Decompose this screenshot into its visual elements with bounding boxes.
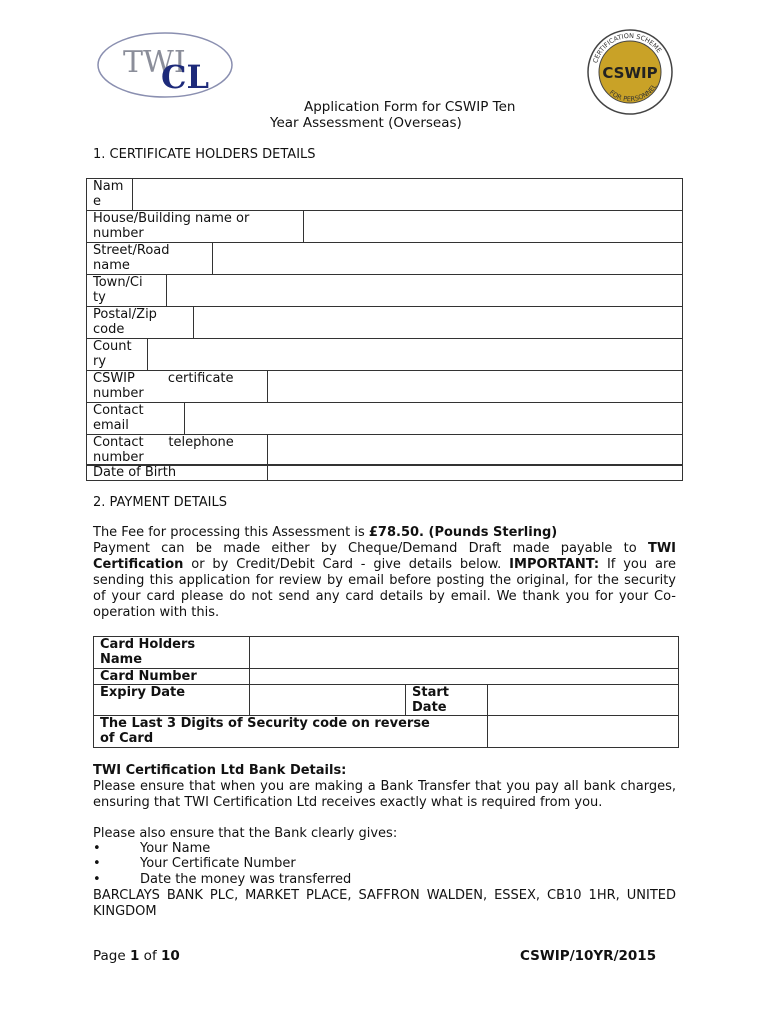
bullet-item: • Your Name bbox=[93, 841, 211, 856]
field-postal[interactable] bbox=[194, 307, 683, 339]
label-country: Count ry bbox=[87, 339, 148, 371]
holder-details-table-row4 bbox=[86, 274, 683, 307]
card-details-table bbox=[93, 636, 679, 748]
seal-ring-bottom-text: FOR PERSONNEL bbox=[607, 82, 659, 104]
field-security-code[interactable] bbox=[488, 716, 679, 748]
field-town[interactable] bbox=[167, 275, 683, 307]
seal-ring-top-text: CERTIFICATION SCHEME bbox=[591, 31, 664, 65]
label-postal: Postal/Zip code bbox=[87, 307, 194, 339]
holder-details-table-row3 bbox=[86, 242, 683, 275]
label-security-code: The Last 3 Digits of Security code on reverse of Card bbox=[94, 716, 488, 748]
field-dob[interactable] bbox=[268, 465, 683, 481]
field-country[interactable] bbox=[148, 339, 683, 371]
holder-details-table-row9 bbox=[86, 434, 683, 466]
holder-details-table-row7 bbox=[86, 370, 683, 403]
holder-details-table-row6 bbox=[86, 338, 683, 371]
field-start-date[interactable] bbox=[488, 685, 679, 716]
holder-details-table-row8 bbox=[86, 402, 683, 435]
field-card-number[interactable] bbox=[250, 669, 679, 685]
label-card-number: Card Number bbox=[94, 669, 250, 685]
holder-details-table-row5 bbox=[86, 306, 683, 339]
label-card-holder: Card Holders Name bbox=[94, 637, 250, 669]
bank-paragraph-2: Please also ensure that the Bank clearly gives: bbox=[93, 826, 398, 841]
field-house[interactable] bbox=[304, 211, 683, 243]
field-telephone[interactable] bbox=[268, 435, 683, 466]
title-line-1: Application Form for CSWIP Ten bbox=[304, 99, 516, 115]
field-expiry[interactable] bbox=[250, 685, 406, 716]
fee-text: The Fee for processing this Assessment is £78.50. (Pounds Sterling) bbox=[93, 525, 558, 540]
label-street: Street/Road name bbox=[87, 243, 213, 275]
cswip-seal bbox=[586, 28, 674, 116]
label-cswip-number: CSWIP certificate number bbox=[87, 371, 268, 403]
title-line-2: Year Assessment (Overseas) bbox=[270, 115, 462, 131]
label-house: House/Building name or number bbox=[87, 211, 304, 243]
label-name: Nam e bbox=[87, 179, 133, 211]
label-start-date: Start Date bbox=[406, 685, 488, 716]
label-email: Contact email bbox=[87, 403, 185, 435]
holder-details-table-row2 bbox=[86, 210, 683, 243]
holder-details-table bbox=[86, 178, 683, 211]
section2-heading: 2. PAYMENT DETAILS bbox=[93, 495, 227, 510]
bullet-item: • Date the money was transferred bbox=[93, 872, 352, 887]
bullet-item: • Your Certificate Number bbox=[93, 856, 296, 871]
bank-paragraph-1: Please ensure that when you are making a Bank Transfer that you pay all bank charges, ensuring that TWI Certification Ltd receives exactly what is required from you. bbox=[93, 779, 676, 810]
section1-heading: 1. CERTIFICATE HOLDERS DETAILS bbox=[93, 147, 316, 162]
holder-details-table-row10 bbox=[86, 464, 683, 481]
label-expiry: Expiry Date bbox=[94, 685, 250, 716]
label-dob: Date of Birth bbox=[87, 465, 268, 481]
logo-twi-text: TWI bbox=[123, 45, 186, 80]
form-code: CSWIP/10YR/2015 bbox=[520, 948, 657, 964]
field-email[interactable] bbox=[185, 403, 683, 435]
field-street[interactable] bbox=[213, 243, 683, 275]
payment-paragraph: Payment can be made either by Cheque/Demand Draft made payable to TWI Certification or by Credit/Debit Card - give details below. IMPORTANT: If you are sending this application for review by email before posting the original, for the security of your card please do not send any card details by email. We thank you for your Co-operation with this. bbox=[93, 541, 676, 620]
label-town: Town/Ci ty bbox=[87, 275, 167, 307]
bank-heading: TWI Certification Ltd Bank Details: bbox=[93, 763, 347, 778]
twicl-logo bbox=[95, 30, 235, 100]
bank-address: BARCLAYS BANK PLC, MARKET PLACE, SAFFRON WALDEN, ESSEX, CB10 1HR, UNITED KINGDOM bbox=[93, 888, 676, 919]
page-number: Page 1 of 10 bbox=[93, 948, 180, 964]
seal-cswip-text: CSWIP bbox=[602, 64, 658, 82]
label-telephone: Contact telephone number bbox=[87, 435, 268, 466]
field-cswip-number[interactable] bbox=[268, 371, 683, 403]
field-name[interactable] bbox=[133, 179, 683, 211]
field-card-holder[interactable] bbox=[250, 637, 679, 669]
logo-cl-text: CL bbox=[161, 58, 209, 96]
